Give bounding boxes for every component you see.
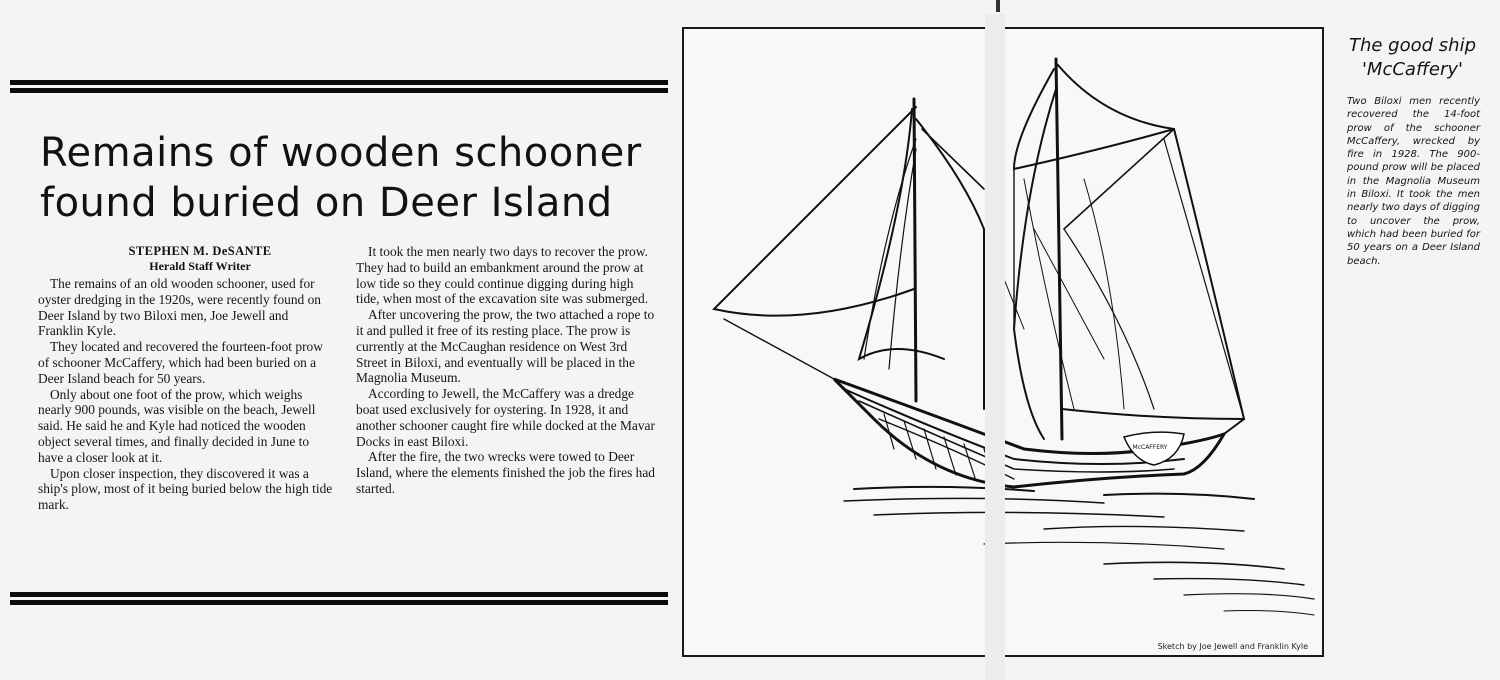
caption-body: Two Biloxi men recently recovered the 14-foot prow of the schooner McCaffery, wrecked by fire in 1928. The 900-pound prow will be placed in the Magnolia Museum in Biloxi. It took the men nearly two days of digging to uncover the prow, which had been buried for 50 years on a Deer Island beach. bbox=[1347, 96, 1480, 267]
caption-heading-line1: The good ship bbox=[1348, 35, 1476, 56]
byline-title: Herald Staff Writer bbox=[149, 259, 251, 273]
byline bbox=[52, 244, 348, 273]
article-column-2 bbox=[356, 244, 656, 497]
caption-heading-line2: 'McCaffery' bbox=[1361, 59, 1464, 80]
paragraph: Upon closer inspection, they discovered it was a ship's plow, most of it being buried below the high tide mark. bbox=[38, 465, 333, 513]
paragraph: After uncovering the prow, the two attached a rope to it and pulled it free of its resting place. The prow is currently at the McCaughan residence on West 3rd Street in Biloxi, and eventually will be placed in the Magnolia Museum. bbox=[356, 307, 655, 386]
headline: Remains of wooden schooner found buried on Deer Island bbox=[40, 130, 642, 226]
sketch-credit: Sketch by Joe Jewell and Franklin Kyle bbox=[1157, 642, 1308, 651]
paragraph: According to Jewell, the McCaffery was a dredge boat used exclusively for oystering. In 1928, it and another schooner caught fire while docked at the Mavar Docks in east Biloxi. bbox=[356, 386, 655, 449]
paragraph: They located and recovered the fourteen-foot prow of schooner McCaffery, which had been buried on a Deer Island beach for 50 years. bbox=[38, 339, 323, 386]
hull-name: McCAFFERY bbox=[1132, 444, 1168, 451]
caption-heading bbox=[1335, 34, 1490, 82]
article-column-1 bbox=[38, 276, 336, 513]
top-rule bbox=[10, 80, 668, 96]
paragraph: Only about one foot of the prow, which weighs nearly 900 pounds, was visible on the beach, Jewell said. He said he and Kyle had noticed the wooden object several times, and finally decided in June to have a closer look at it. bbox=[38, 386, 316, 465]
bottom-rule bbox=[10, 592, 668, 608]
paragraph: After the fire, the two wrecks were towed to Deer Island, where the elements finished the job the fires had started. bbox=[356, 449, 655, 496]
scan-mark bbox=[996, 0, 1000, 12]
scan-gap bbox=[985, 14, 1005, 680]
byline-name: STEPHEN M. DeSANTE bbox=[128, 244, 272, 258]
paragraph: The remains of an old wooden schooner, used for oyster dredging in the 1920s, were recently found on Deer Island by two Biloxi men, Joe Jewell and Franklin Kyle. bbox=[38, 276, 321, 339]
paragraph: It took the men nearly two days to recover the prow. They had to build an embankment around the prow at low tide so they could continue digging during high tide, when most of the excavation site was submerged. bbox=[356, 244, 649, 307]
